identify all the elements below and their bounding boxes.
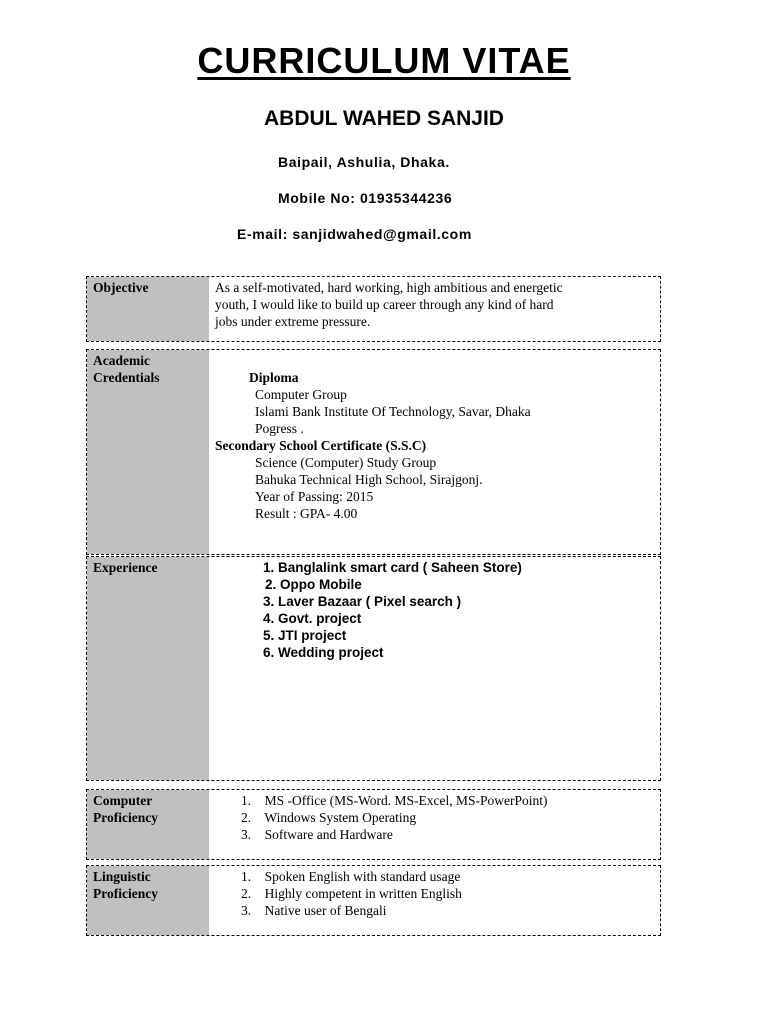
computer-section xyxy=(86,789,661,860)
linguistic-item: 3. Native user of Bengali xyxy=(241,903,387,918)
experience-item: 2. Oppo Mobile xyxy=(265,577,362,592)
ssc-title: Secondary School Certificate (S.S.C) xyxy=(215,438,427,453)
diploma-line: Islami Bank Institute Of Technology, Savar, Dhaka xyxy=(255,404,531,419)
linguistic-item: 2. Highly competent in written English xyxy=(241,886,462,901)
computer-item: 1. MS -Office (MS-Word. MS-Excel, MS-PowerPoint) xyxy=(241,793,548,808)
objective-line: jobs under extreme pressure. xyxy=(215,314,371,329)
ssc-line: Science (Computer) Study Group xyxy=(255,455,437,470)
experience-item: 6. Wedding project xyxy=(263,645,384,660)
diploma-line: Pogress . xyxy=(255,421,304,436)
ssc-line: Year of Passing: 2015 xyxy=(255,489,374,504)
objective-label: Objective xyxy=(87,277,209,341)
computer-item: 3. Software and Hardware xyxy=(241,827,393,842)
email-address: E-mail: sanjidwahed@gmail.com xyxy=(237,226,472,242)
linguistic-item: 1. Spoken English with standard usage xyxy=(241,869,461,884)
linguistic-section xyxy=(86,865,661,936)
experience-item: 1. Banglalink smart card ( Saheen Store) xyxy=(263,560,522,575)
diploma-title: Diploma xyxy=(249,370,299,385)
diploma-line: Computer Group xyxy=(255,387,347,402)
academic-section xyxy=(86,349,661,555)
ssc-line: Result : GPA- 4.00 xyxy=(255,506,358,521)
ssc-line: Bahuka Technical High School, Sirajgonj. xyxy=(255,472,483,487)
objective-line: As a self-motivated, hard working, high ambitious and energetic xyxy=(215,280,563,295)
mobile-number: Mobile No: 01935344236 xyxy=(278,190,453,206)
experience-label: Experience xyxy=(87,557,209,780)
address: Baipail, Ashulia, Dhaka. xyxy=(278,154,450,170)
linguistic-label: Linguistic Proficiency xyxy=(87,866,209,935)
computer-label: Computer Proficiency xyxy=(87,790,209,859)
objective-section xyxy=(86,276,661,342)
applicant-name: ABDUL WAHED SANJID xyxy=(264,107,504,130)
academic-label: Academic Credentials xyxy=(87,350,209,554)
experience-item: 3. Laver Bazaar ( Pixel search ) xyxy=(263,594,462,609)
experience-item: 4. Govt. project xyxy=(263,611,362,626)
cv-title: CURRICULUM VITAE xyxy=(197,40,571,81)
objective-line: youth, I would like to build up career through any kind of hard xyxy=(215,297,554,312)
experience-item: 5. JTI project xyxy=(263,628,347,643)
experience-section xyxy=(86,556,661,781)
computer-item: 2. Windows System Operating xyxy=(241,810,417,825)
